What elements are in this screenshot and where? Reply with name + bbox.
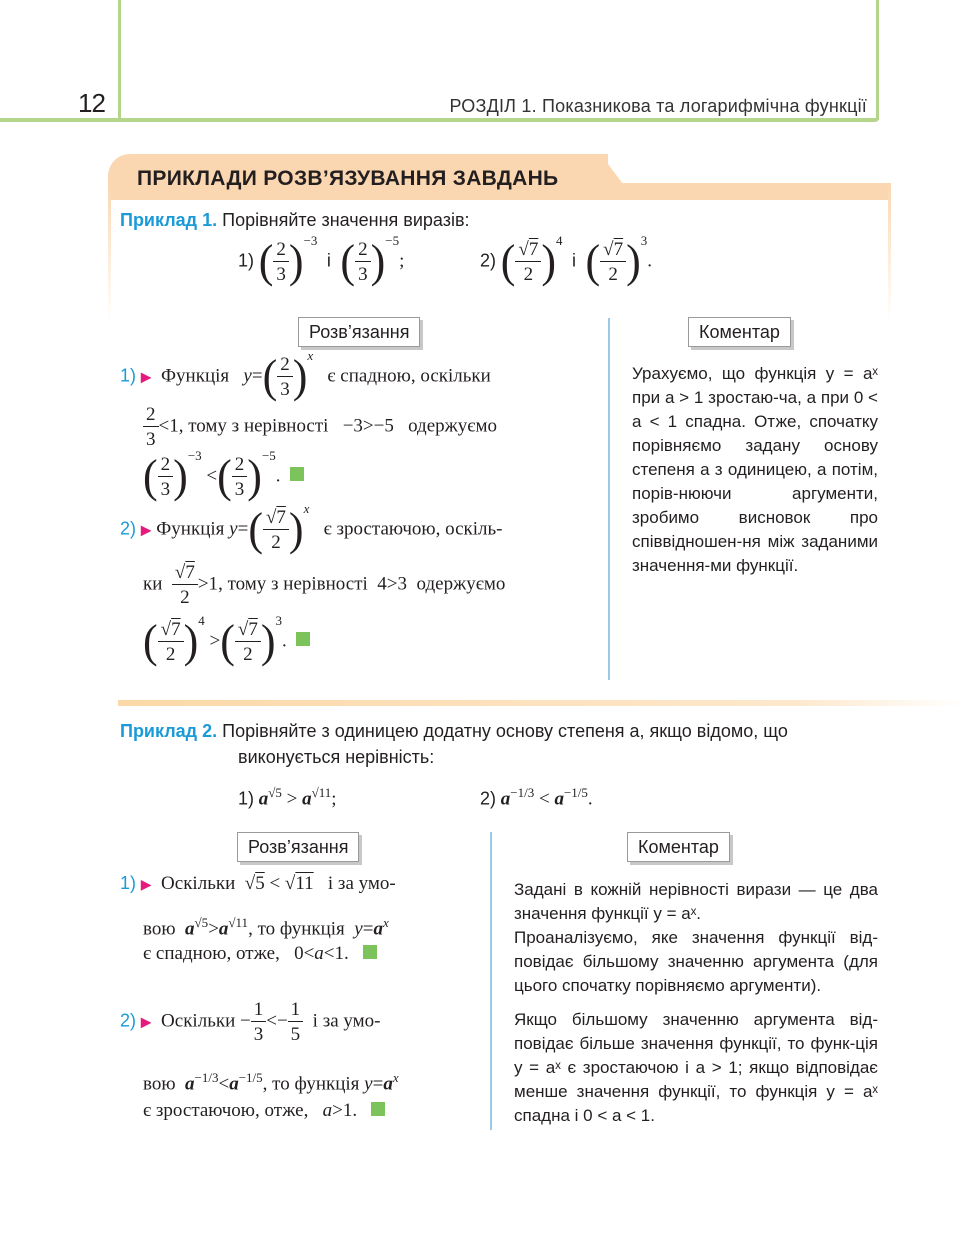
example1-solution1-line1: 1) ▶ Функція y=( $\frac{2}{3}$ )$^x$ є спадною, оскільки — [120, 348, 491, 403]
example1-comment-tag: Коментар — [688, 317, 791, 347]
example1-solution2-line2: ки $\frac{√7}{2}$ >1, тому з нерівності 4>3 одержуємо — [143, 562, 506, 608]
marker-triangle-icon: ▶ — [140, 878, 152, 893]
section-band-left — [108, 183, 111, 323]
example1-item2: 2) ( $\frac{√7}{2}$ )$^4$ і ( $\frac{√7}{2}$ )$^3$. — [480, 233, 653, 288]
page-number: 12 — [78, 88, 105, 118]
example2-item2: 2) $a^{-1/3} < a^{-1/5}$. — [480, 785, 593, 810]
header-frame-bottom — [119, 118, 879, 122]
example2-comment-p2: Проаналізуємо, яке значення функції від-повідає більшому значенню аргумента (для цього спочатку порівняємо аргументи). — [514, 928, 878, 995]
example2-label: Приклад 2. — [120, 721, 218, 741]
marker-triangle-icon: ▶ — [140, 1015, 152, 1031]
example2-solution-tag: Розв’язання — [237, 832, 359, 862]
example2-solution2-line2: вою $a^{-1/3}<a^{-1/5}$, то функція $y=a^x$ — [143, 1070, 399, 1095]
example1-divider — [608, 318, 610, 680]
example1-solution2-line1: 2) ▶ Функція y=( $\frac{√7}{2}$ )$^x$ є зростаючою, оскіль- — [120, 501, 503, 556]
qed-square-icon — [296, 632, 310, 646]
section-band-right — [888, 183, 891, 323]
header-frame-left — [118, 0, 121, 120]
chapter-title: РОЗДІЛ 1. Показникова та логарифмічна функції — [449, 96, 867, 116]
example1-task: Порівняйте значення виразів: — [222, 210, 470, 230]
marker-triangle-icon: ▶ — [140, 370, 152, 386]
example2-comment-tag: Коментар — [627, 832, 730, 862]
example1-heading — [120, 210, 470, 231]
header-frame-right — [876, 0, 879, 120]
example1-solution1-line2: $\frac{2}{3}$ <1, тому з нерівності −3>−5 одержуємо — [143, 405, 593, 449]
example1-item1: 1) ( $\frac{2}{3}$ )$^{-3}$ і ( $\frac{2}{3}$ )$^{-5}$; — [238, 233, 405, 288]
example2-task-line2: виконується нерівність: — [238, 747, 435, 767]
example2-solution1-line3: є спадною, отже, 0<a<1. — [143, 943, 473, 965]
example1-solution-tag: Розв’язання — [298, 317, 420, 347]
example1-solution2-line3: ( $\frac{√7}{2}$ )$^4$ >( $\frac{√7}{2}$ )$^3$. — [143, 620, 310, 664]
marker-triangle-icon: ▶ — [140, 523, 152, 539]
example1-comment: Урахуємо, що функція y = aˣ при a > 1 зростаю-ча, а при 0 < a < 1 спадна. Отже, спочатку порівняємо задану основу степеня a з одиницею, а потім, порів-нюючи аргументи, зробимо висновок про співвідношен-ня між заданими значення-ми функції. — [632, 364, 878, 575]
qed-square-icon — [290, 467, 304, 481]
qed-square-icon — [371, 1102, 385, 1116]
example2-comment-p3: Якщо більшому значенню аргумента від-повідає більше значення функції, то функ-ція y = aˣ є зростаючою і a > 1; якщо відповідає менше значення функції, то функція y = aˣ спадна і 0 < a < 1. — [514, 1010, 878, 1125]
qed-square-icon — [363, 945, 377, 959]
section-title: ПРИКЛАДИ РОЗВ’ЯЗУВАННЯ ЗАВДАНЬ — [137, 167, 559, 190]
example2-task-line1: Порівняйте з одиницею додатну основу степеня a, якщо відомо, що — [222, 721, 788, 741]
example2-solution2-line3: є зростаючою, отже, a>1. — [143, 1100, 473, 1122]
example1-solution1-line3: ( $\frac{2}{3}$ )$^{-3}$ <( $\frac{2}{3}$ )$^{-5}$. — [143, 455, 304, 499]
section-divider — [118, 700, 963, 706]
example2-item1: 1) $a^{√5} > a^{√11}$; — [238, 785, 337, 810]
example2-comment-p1: Задані в кожній нерівності вирази — це два значення функції y = aˣ. — [514, 880, 878, 923]
example1-label: Приклад 1. — [120, 210, 218, 230]
example2-solution2-line1: 2) ▶ Оскільки − $\frac{1}{3}$ <− $\frac{1}{5}$ і за умо- — [120, 999, 381, 1045]
example2-divider — [490, 832, 492, 1130]
example2-solution1-line1: 1) ▶ Оскільки √5 < √11 і за умо- — [120, 873, 396, 894]
example2-solution1-line2: вою $a^{√5}>a^{√11}$, то функція $y=a^x$ — [143, 915, 389, 940]
example2-heading — [120, 721, 880, 742]
